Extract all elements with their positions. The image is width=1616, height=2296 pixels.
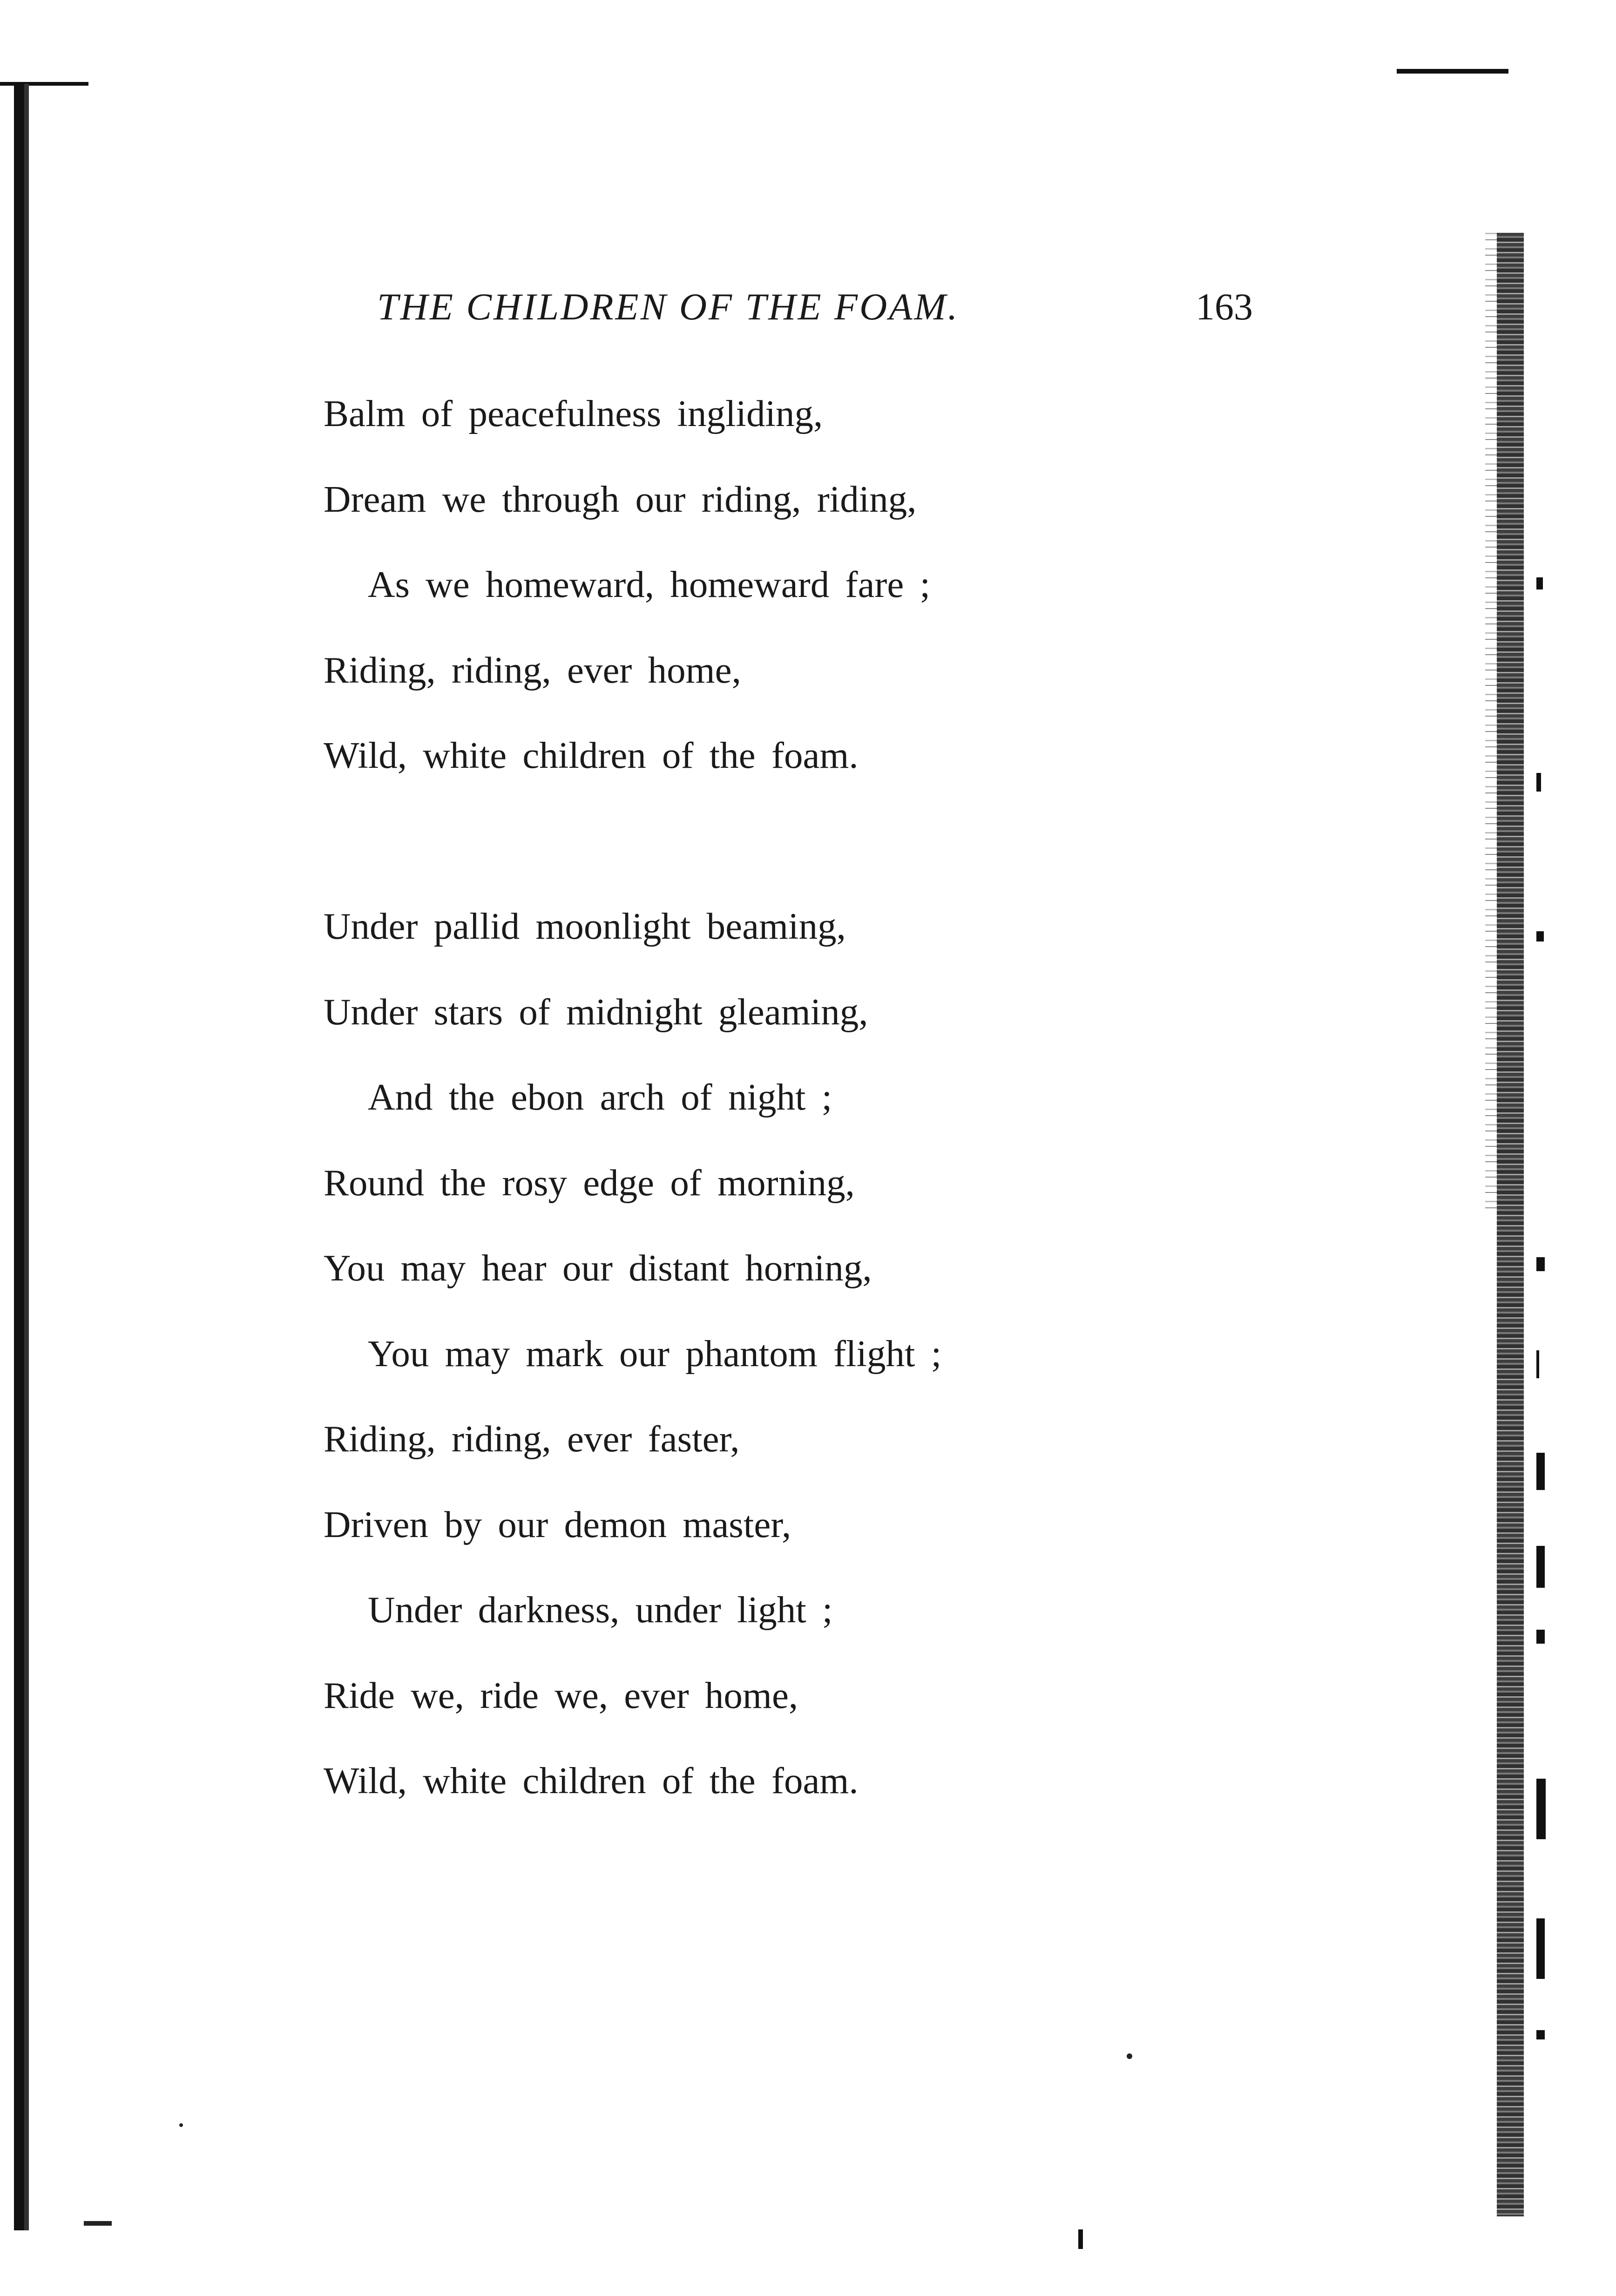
- verse-line: Under pallid moonlight beaming,: [324, 905, 846, 947]
- verse-line: Dream we through our riding, riding,: [324, 478, 917, 520]
- verse-line: Riding, riding, ever faster,: [324, 1418, 740, 1460]
- verse-line: You may hear our distant horning,: [324, 1247, 872, 1289]
- scan-page-edge-light: [1485, 233, 1497, 1211]
- verse-line: Ride we, ride we, ever home,: [324, 1674, 798, 1716]
- page-number: 163: [1196, 285, 1253, 328]
- verse-line: Wild, white children of the foam.: [324, 734, 859, 776]
- running-head-title: THE CHILDREN OF THE FOAM.: [377, 285, 960, 328]
- scan-binding-foot: [84, 2221, 112, 2226]
- scan-foot-mark: [1078, 2229, 1083, 2249]
- verse-line: Under stars of midnight gleaming,: [324, 990, 868, 1033]
- verse-line-indented: As we homeward, homeward fare ;: [368, 563, 931, 605]
- verse-line: Riding, riding, ever home,: [324, 649, 741, 691]
- scan-speck: [1127, 2053, 1132, 2059]
- scan-rule-top-right: [1397, 69, 1508, 74]
- verse-line: Round the rosy edge of morning,: [324, 1161, 855, 1204]
- scan-page-edge-right: [1497, 233, 1524, 2216]
- scan-rule-top-left: [0, 82, 88, 86]
- verse-line-indented: You may mark our phantom flight ;: [368, 1332, 942, 1375]
- verse-line: Balm of peacefulness ingliding,: [324, 393, 823, 434]
- scan-edge-marks: [1536, 233, 1549, 1890]
- verse-line: Driven by our demon master,: [324, 1503, 791, 1545]
- scan-binding-edge-left: [14, 84, 29, 2230]
- scan-speck: [179, 2123, 183, 2127]
- verse-line-indented: And the ebon arch of night ;: [368, 1076, 832, 1118]
- verse-line: Wild, white children of the foam.: [324, 1760, 859, 1802]
- verse-line-indented: Under darkness, under light ;: [368, 1589, 833, 1631]
